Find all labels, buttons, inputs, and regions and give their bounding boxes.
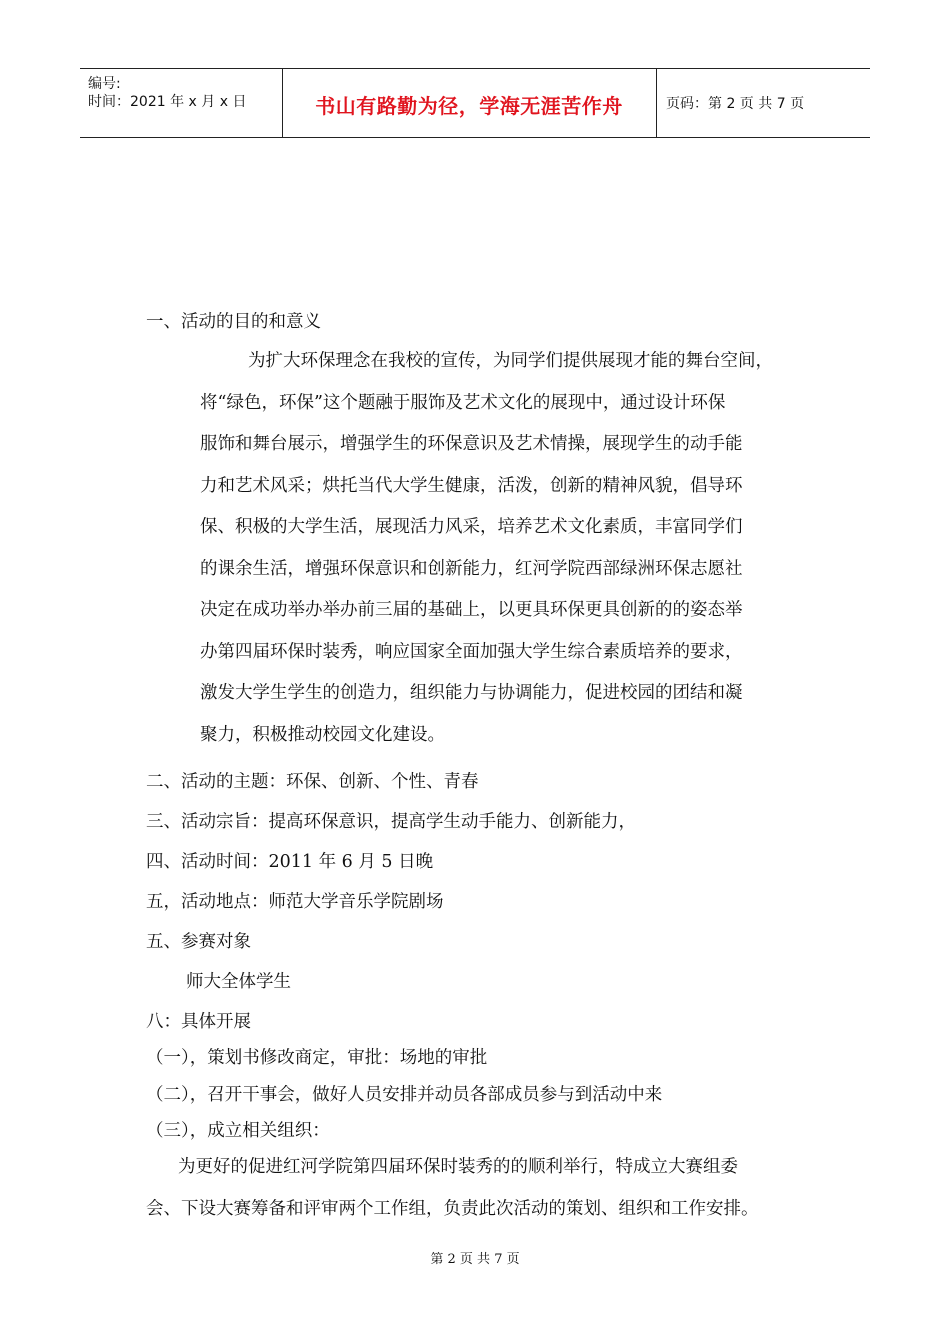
section-location: 五，活动地点：师范大学音乐学院剧场 [146,892,444,912]
document-number-label: 编号: [88,76,121,92]
list-item: （一），策划书修改商定，审批：场地的审批 [146,1048,488,1068]
paragraph-line: 为更好的促进红河学院第四届环保时装秀的的顺利举行，特成立大赛组委 [178,1157,738,1177]
list-item: （二），召开干事会，做好人员安排并动员各部成员参与到活动中来 [146,1085,663,1105]
section-purpose: 三、活动宗旨：提高环保意识，提高学生动手能力、创新能力， [146,812,636,832]
paragraph-line: 保、积极的大学生活，展现活力风采，培养艺术文化素质，丰富同学们 [200,517,743,537]
list-item: （三），成立相关组织： [146,1121,330,1141]
paragraph-line: 将“绿色，环保”这个题融于服饰及艺术文化的展现中，通过设计环保 [200,393,726,413]
section-heading: 五、参赛对象 [146,932,251,952]
paragraph-line: 的课余生活，增强环保意识和创新能力，红河学院西部绿洲环保志愿社 [200,559,743,579]
section-theme: 二、活动的主题：环保、创新、个性、青春 [146,772,479,792]
paragraph-line: 决定在成功举办举办前三届的基础上，以更具环保更具创新的的姿态举 [200,600,743,620]
participants-text: 师大全体学生 [186,972,291,992]
section-heading: 八：具体开展 [146,1012,251,1032]
paragraph-line: 会、下设大赛筹备和评审两个工作组，负责此次活动的策划、组织和工作安排。 [146,1199,759,1219]
paragraph-line: 为扩大环保理念在我校的宣传，为同学们提供展现才能的舞台空间， [248,351,773,371]
paragraph-line: 激发大学生学生的创造力，组织能力与协调能力，促进校园的团结和凝 [200,683,743,703]
paragraph-line: 力和艺术风采；烘托当代大学生健康，活泼，创新的精神风貌，倡导环 [200,476,743,496]
header-page-info: 页码：第 2 页 共 7 页 [666,96,805,112]
page-footer: 第 2 页 共 7 页 [430,1252,520,1267]
paragraph-line: 聚力，积极推动校园文化建设。 [200,725,445,745]
header-motto: 书山有路勤为径，学海无涯苦作舟 [315,94,623,118]
section-heading: 一、活动的目的和意义 [146,312,321,332]
paragraph-line: 服饰和舞台展示，增强学生的环保意识及艺术情操，展现学生的动手能 [200,434,743,454]
header-divider [656,69,657,137]
paragraph-line: 办第四届环保时装秀，响应国家全面加强大学生综合素质培养的要求， [200,642,743,662]
document-time-label: 时间：2021 年 x 月 x 日 [88,94,247,110]
document-header [80,68,870,138]
section-time: 四、活动时间：2011 年 6 月 5 日晚 [146,852,434,872]
